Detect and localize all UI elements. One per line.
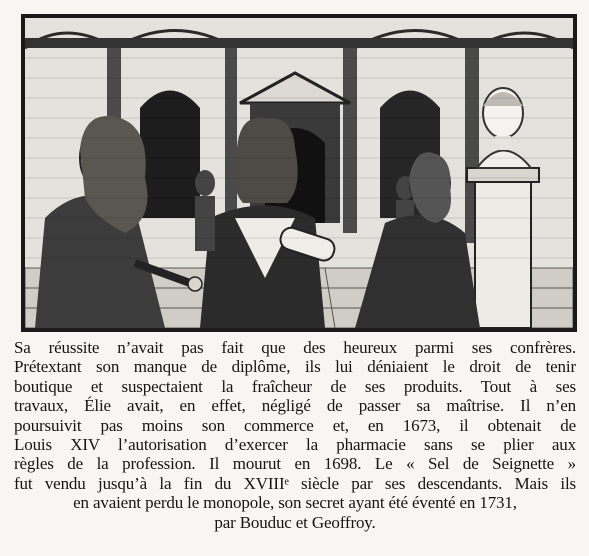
caption-line: Louis XIV l’autorisation d’exercer la pharmacie sans se plier aux (14, 435, 576, 455)
caption-line: en avaient perdu le monopole, son secret ayant été éventé en 1731, (73, 493, 517, 513)
caption-line: Prétextant son manque de diplôme, ils lui déniaient le droit de tenir (14, 357, 576, 377)
caption-line: poursuivit pas moins son commerce et, en 1673, il obtenait de (14, 415, 576, 435)
caption-line: travaux, Élie avait, en effet, négligé de passer sa maîtrise. Il n’en (14, 396, 576, 416)
caption-line: par Bouduc et Geoffroy. (214, 512, 376, 532)
caption-line: boutique et suspectaient la fraîcheur de ses produits. Tout à ses (14, 376, 576, 396)
caption-line: fut vendu jusqu’à la fin du XVIIIᵉ siècle par ses descendants. Mais ils (14, 473, 576, 493)
caption-line: Sa réussite n’avait pas fait que des heureux parmi ses confrères. (14, 338, 576, 357)
engraving-illustration (21, 14, 577, 332)
caption-text (14, 338, 576, 532)
engraving-scene (25, 18, 573, 328)
caption-line: règles de la profession. Il mourut en 1698. Le « Sel de Seignette » (14, 454, 576, 474)
